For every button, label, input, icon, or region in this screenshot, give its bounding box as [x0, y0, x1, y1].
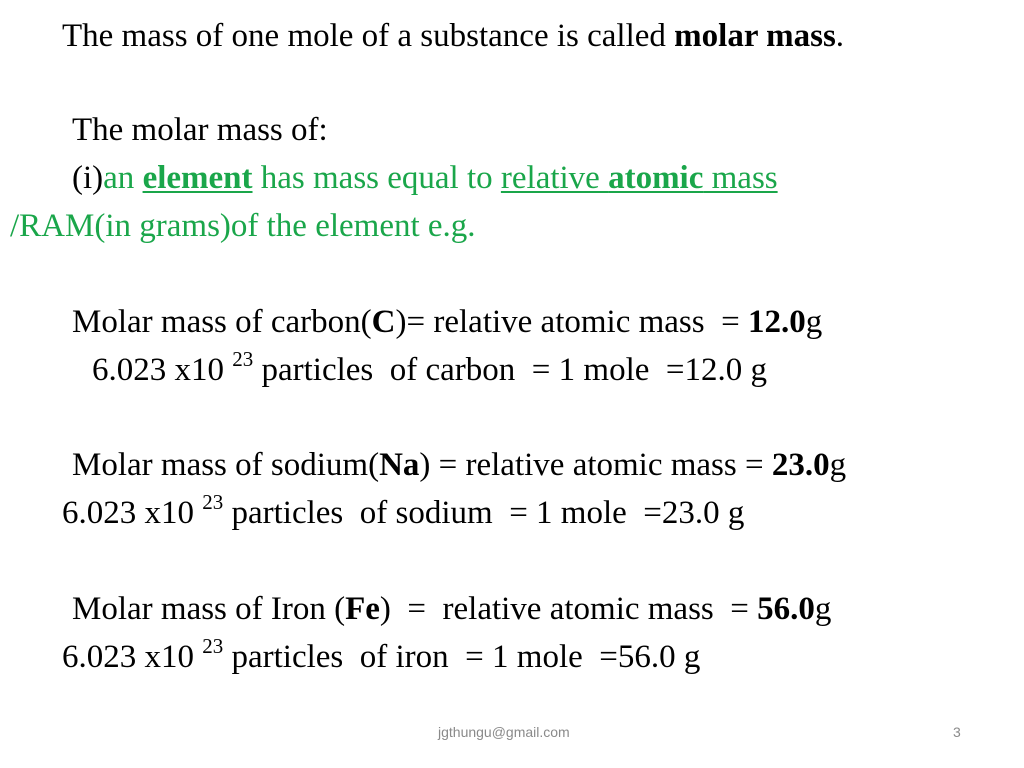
- mass-word: mass: [703, 160, 778, 196]
- carbon-molar-mass-line: [72, 302, 822, 342]
- relative-atomic-mass-term: [501, 160, 778, 196]
- carbon-symbol: C: [371, 304, 396, 340]
- carbon-value: 12.0: [747, 304, 806, 340]
- element-definition-line: [72, 158, 778, 198]
- iron-label: Molar mass of Iron (: [72, 591, 346, 627]
- avogadro-base: 6.023 x10: [62, 639, 203, 675]
- sodium-label: Molar mass of sodium(: [72, 447, 380, 483]
- iron-particles-line: [62, 634, 701, 677]
- avogadro-exponent: 23: [202, 490, 224, 514]
- sodium-molar-mass-line: [72, 445, 846, 485]
- an-word: an: [103, 160, 143, 196]
- intro-end: .: [835, 18, 845, 54]
- molar-mass-term: molar mass: [674, 18, 836, 54]
- element-definition-line-2: /RAM(in grams)of the element e.g.: [10, 208, 476, 244]
- sodium-unit: g: [829, 447, 847, 483]
- avogadro-base: 6.023 x10: [62, 495, 203, 531]
- avogadro-exponent: 23: [202, 634, 224, 658]
- iron-unit: g: [814, 591, 832, 627]
- iron-particles-text: particles of iron = 1 mole =56.0 g: [223, 639, 701, 675]
- relative-word: relative: [500, 160, 609, 196]
- iron-equation: ) = relative atomic mass =: [379, 591, 758, 627]
- iron-value: 56.0: [757, 591, 815, 627]
- carbon-label: Molar mass of carbon(: [72, 304, 372, 340]
- intro-text: The mass of one mole of a substance is called: [62, 18, 675, 54]
- carbon-equation: )= relative atomic mass =: [395, 304, 748, 340]
- avogadro-exponent: 23: [232, 347, 254, 371]
- element-term: element: [142, 160, 253, 196]
- avogadro-base: 6.023 x10: [92, 352, 233, 388]
- sodium-equation: ) = relative atomic mass =: [419, 447, 772, 483]
- definition-middle: has mass equal to: [252, 160, 501, 196]
- carbon-particles-text: particles of carbon = 1 mole =12.0 g: [253, 352, 768, 388]
- sodium-value: 23.0: [771, 447, 830, 483]
- intro-line: [62, 16, 844, 56]
- carbon-particles-line: [92, 347, 768, 390]
- iron-molar-mass-line: [72, 589, 831, 629]
- page-number: 3: [953, 724, 961, 740]
- sodium-particles-text: particles of sodium = 1 mole =23.0 g: [223, 495, 745, 531]
- iron-symbol: Fe: [345, 591, 380, 627]
- molar-mass-of-heading: The molar mass of:: [72, 112, 328, 148]
- sodium-symbol: Na: [379, 447, 420, 483]
- footer-email: jgthungu@gmail.com: [438, 724, 570, 740]
- carbon-unit: g: [805, 304, 823, 340]
- sodium-particles-line: [62, 490, 745, 533]
- atomic-word: atomic: [608, 160, 704, 196]
- item-prefix: (i): [72, 160, 104, 196]
